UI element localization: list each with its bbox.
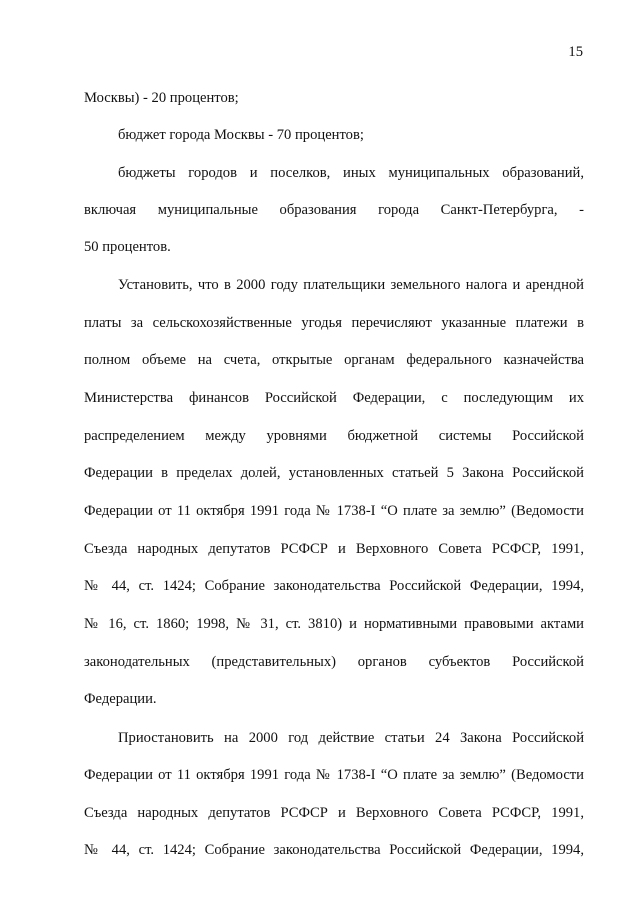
text-line: полном объеме на счета, открытые органам федерального казначейства: [84, 352, 584, 368]
text-line: платы за сельскохозяйственные угодья перечисляют указанные платежи в: [84, 315, 584, 331]
page-number: 15: [568, 44, 583, 60]
text-line: № 44, ст. 1424; Собрание законодательства Российской Федерации, 1994,: [84, 842, 584, 858]
text-line: Федерации в пределах долей, установленных статьей 5 Закона Российской: [84, 465, 584, 481]
text-line: Министерства финансов Российской Федерации, с последующим их: [84, 390, 584, 406]
text-line: № 44, ст. 1424; Собрание законодательства Российской Федерации, 1994,: [84, 578, 584, 594]
text-line: Съезда народных депутатов РСФСР и Верховного Совета РСФСР, 1991,: [84, 805, 584, 821]
text-line: законодательных (представительных) органов субъектов Российской: [84, 654, 584, 670]
text-line: Федерации от 11 октября 1991 года № 1738-I “О плате за землю” (Ведомости: [84, 503, 584, 519]
text-line: Съезда народных депутатов РСФСР и Верховного Совета РСФСР, 1991,: [84, 541, 584, 557]
text-line: включая муниципальные образования города Санкт-Петербурга, -: [84, 202, 584, 218]
text-line: Федерации от 11 октября 1991 года № 1738-I “О плате за землю” (Ведомости: [84, 767, 584, 783]
text-line: Установить, что в 2000 году плательщики земельного налога и арендной: [118, 277, 584, 293]
text-line: № 16, ст. 1860; 1998, № 31, ст. 3810) и нормативными правовыми актами: [84, 616, 584, 632]
text-line: бюджеты городов и поселков, иных муниципальных образований,: [118, 165, 584, 181]
text-line: Москвы) - 20 процентов;: [84, 90, 239, 106]
text-line: Приостановить на 2000 год действие статьи 24 Закона Российской: [118, 730, 584, 746]
text-line: бюджет города Москвы - 70 процентов;: [118, 127, 364, 143]
text-line: распределением между уровнями бюджетной системы Российской: [84, 428, 584, 444]
text-line: Федерации.: [84, 691, 157, 707]
text-line: 50 процентов.: [84, 239, 171, 255]
